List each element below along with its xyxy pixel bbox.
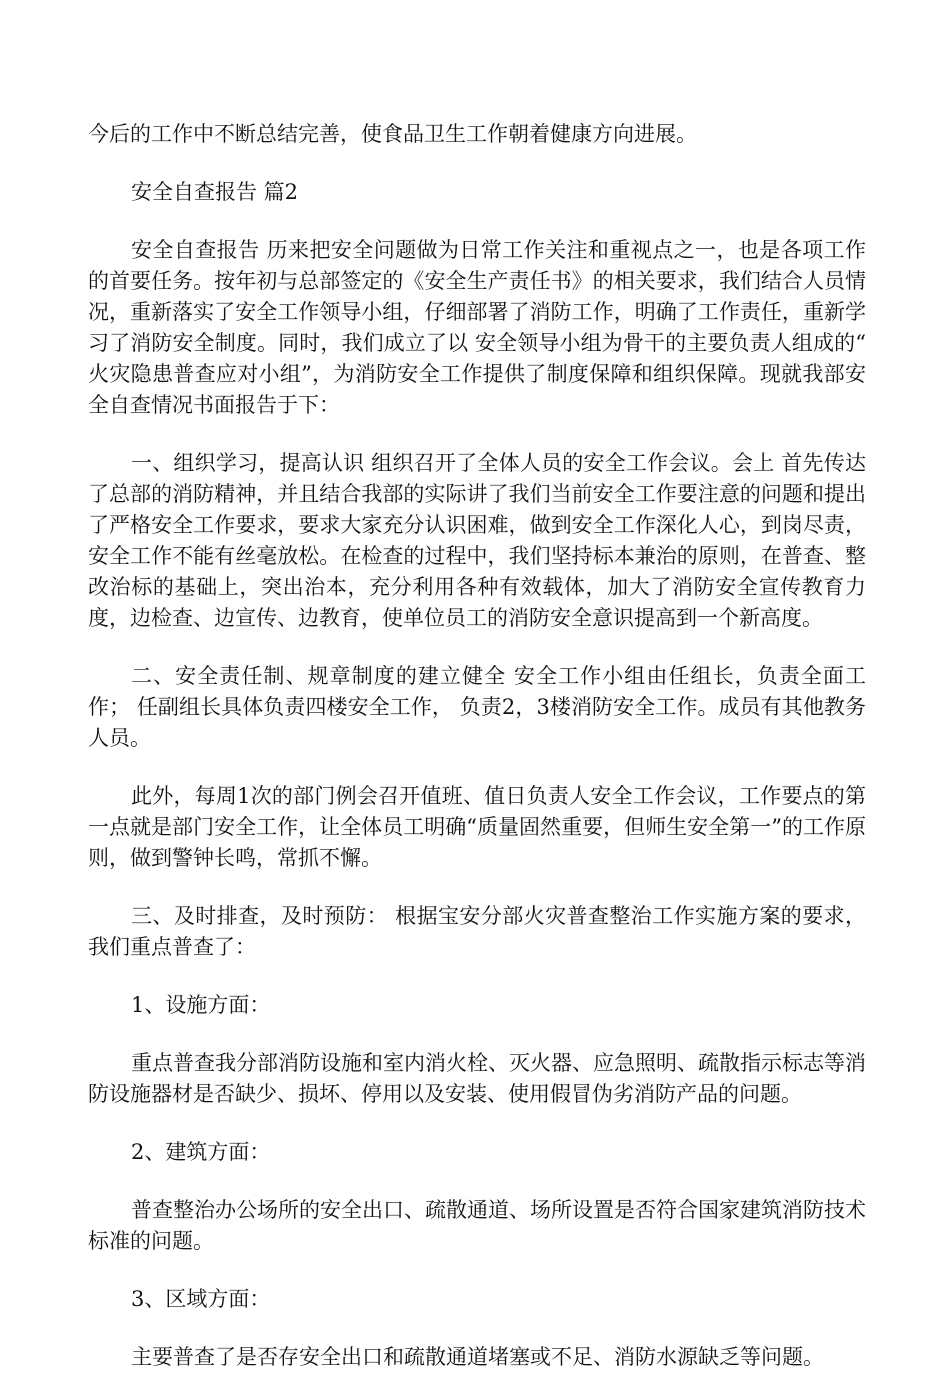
paragraph-facilities: 重点普查我分部消防设施和室内消火栓、灭火器、应急照明、疏散指示标志等消防设施器材是否缺少、损坏、停用以及安装、使用假冒伪劣消防产品的问题。 xyxy=(88,1051,866,1106)
paragraph-areas: 主要普查了是否存安全出口和疏散通道堵塞或不足、消防水源缺乏等问题。 xyxy=(131,1345,824,1369)
paragraph-continuation: 今后的工作中不断总结完善，使食品卫生工作朝着健康方向进展。 xyxy=(88,122,697,146)
paragraph-responsibility: 二、安全责任制、规章制度的建立健全 安全工作小组由任组长，负责全面工作； 任副组长具体负责四楼安全工作， 负责2，3楼消防安全工作。成员有其他教务人员。 xyxy=(88,664,866,750)
section-heading: 安全自查报告 篇2 xyxy=(131,180,299,204)
subheading-buildings: 2、建筑方面： xyxy=(131,1140,271,1164)
document-body xyxy=(88,119,866,1400)
paragraph-organize-study: 一、组织学习，提高认识 组织召开了全体人员的安全工作会议。会上 首先传达了总部的消防精神，并且结合我部的实际讲了我们当前安全工作要注意的问题和提出了严格安全工作要求，要求大家充分认识困难，做到安全工作深化人心，到岗尽责，安全工作不能有丝毫放松。在检查的过程中，我们坚持标本兼治的原则，在普查、整 改治标的基础上，突出治本，充分利用各种有效载体，加大了消防安全宣传教育力度，边检查、边宣传、边教育，使单位员工的消防安全意识提高到一个新高度。 xyxy=(88,451,866,630)
paragraph-buildings: 普查整治办公场所的安全出口、疏散通道、场所设置是否符合国家建筑消防技术标准的问题。 xyxy=(88,1198,866,1253)
subheading-facilities: 1、设施方面： xyxy=(131,993,271,1017)
subheading-areas: 3、区域方面： xyxy=(131,1287,271,1311)
paragraph-weekly-meeting: 此外，每周1次的部门例会召开值班、值日负责人安全工作会议，工作要点的第一点就是部门安全工作，让全体员工明确“质量固然重要，但师生安全第一”的工作原则，做到警钟长鸣，常抓不懈。 xyxy=(88,784,866,870)
paragraph-intro: 安全自查报告 历来把安全问题做为日常工作关注和重视点之一，也是各项工作的首要任务。按年初与总部签定的《安全生产责任书》的相关要求，我们结合人员情况，重新落实了安全工作领导小组，仔细部署了消防工作，明确了工作责任，重新学习了消防安全制度。同时，我们成立了以 安全领导小组为骨干的主要负责人组成的“ 火灾隐患普查应对小组”，为消防安全工作提供了制度保障和组织保障。现就我部安全自查情况书面报告于下： xyxy=(88,238,866,417)
paragraph-inspection: 三、及时排查，及时预防： 根据宝安分部火灾普查整治工作实施方案的要求，我们重点普查了： xyxy=(88,904,866,959)
